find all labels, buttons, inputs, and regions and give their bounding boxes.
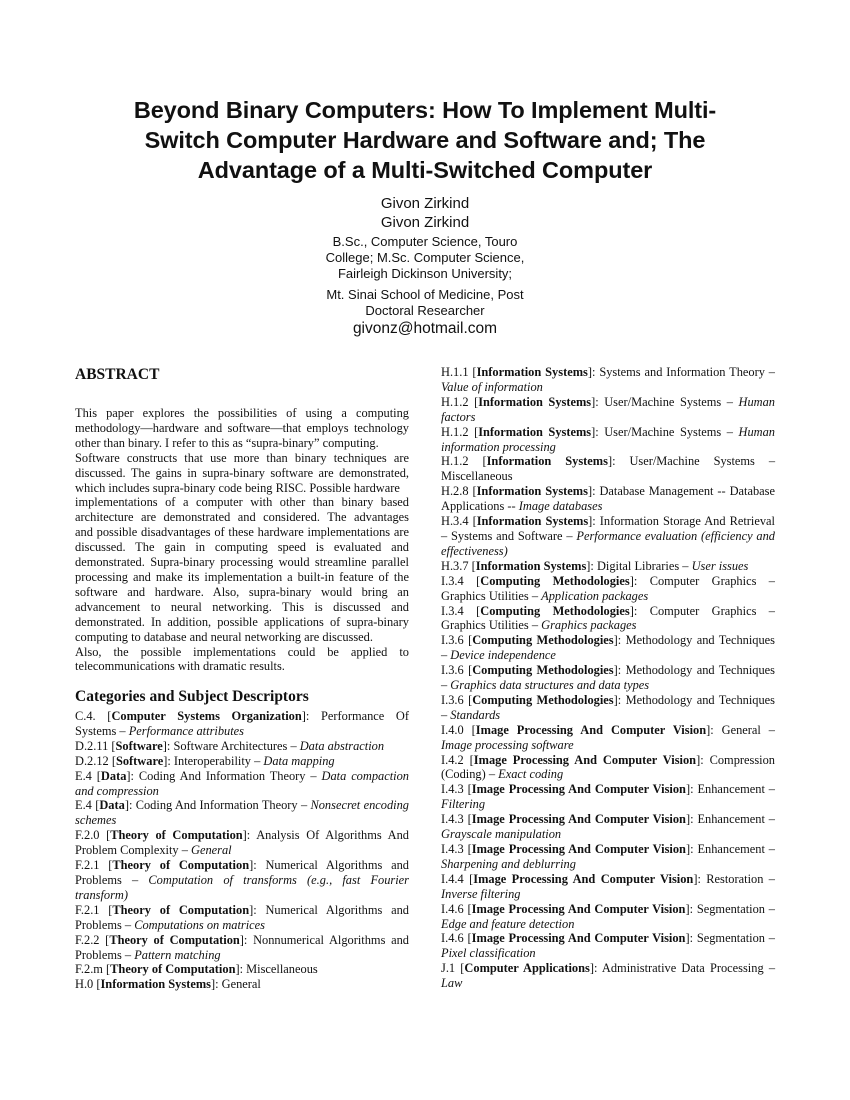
category-name: Image Processing And Computer Vision <box>473 752 697 767</box>
category-name: Information Systems <box>476 365 588 379</box>
category-entry: H.1.2 [Information Systems]: User/Machine Systems – Human factors <box>441 394 775 424</box>
category-code: H.3.4 <box>441 514 469 529</box>
category-entry: I.3.6 [Computing Methodologies]: Methodology and Techniques – Device independence <box>441 633 775 663</box>
category-code: H.1.2 <box>441 424 469 439</box>
category-subject: General <box>221 977 261 992</box>
category-entry: H.3.4 [Information Systems]: Information Storage And Retrieval – Systems and Software – Performance evaluation (efficiency and effectiveness) <box>441 514 775 558</box>
category-entry: I.4.2 [Image Processing And Computer Vision]: Compression (Coding) – Exact coding <box>441 752 775 782</box>
category-name: Image Processing And Computer Vision <box>471 812 686 827</box>
category-descriptor: Performance attributes <box>128 723 244 738</box>
category-name: Image Processing And Computer Vision <box>471 842 686 856</box>
category-descriptor: Grayscale manipulation <box>441 827 562 842</box>
category-name: Data <box>100 768 127 783</box>
category-code: I.4.6 <box>441 931 464 946</box>
category-subject: Restoration <box>706 871 764 886</box>
category-name: Information Systems <box>486 454 608 469</box>
category-subject: User/Machine Systems – Miscellaneous <box>441 454 776 484</box>
category-entry: I.4.6 [Image Processing And Computer Vision]: Segmentation – Pixel classification <box>441 931 775 961</box>
category-name: Theory of Computation <box>109 932 240 947</box>
category-subject: Systems and Information Theory <box>599 365 765 379</box>
category-entry: F.2.1 [Theory of Computation]: Numerical Algorithms and Problems – Computation of transforms (e.g., fast Fourier transform) <box>75 858 410 902</box>
category-name: Information Systems <box>100 977 211 992</box>
category-name: Computing Methodologies <box>480 603 630 618</box>
category-code: I.4.2 <box>441 752 464 767</box>
category-code: F.2.2 <box>75 932 100 947</box>
category-descriptor: Graphics packages <box>541 618 637 633</box>
category-code: F.2.1 <box>75 902 100 917</box>
category-entry: I.4.3 [Image Processing And Computer Vision]: Enhancement – Sharpening and deblurring <box>441 842 776 871</box>
author-name: Givon Zirkind <box>380 195 470 212</box>
category-subject: User/Machine Systems <box>604 394 722 409</box>
category-name: Data <box>99 798 125 813</box>
category-subject: Administrative Data Processing <box>601 961 764 976</box>
category-subject: Segmentation <box>696 931 765 946</box>
affiliation-1 <box>0 234 850 282</box>
category-code: I.4.6 <box>441 901 464 916</box>
category-descriptor: Data compaction and compression <box>75 768 409 798</box>
category-descriptor: Graphics data structures and data types <box>450 678 650 693</box>
category-subject: Methodology and Techniques <box>625 633 775 648</box>
category-subject: Numerical Algorithms and Problems <box>75 858 409 887</box>
category-name: Image Processing And Computer Vision <box>473 871 694 886</box>
category-name: Software <box>115 738 163 753</box>
category-code: I.3.4 <box>441 603 464 618</box>
category-code: E.4 <box>75 768 92 783</box>
abstract-heading: ABSTRACT <box>75 366 160 383</box>
categories-left-column <box>75 709 409 992</box>
affiliation-1-line: College; M.Sc. Computer Science, <box>325 250 525 265</box>
category-code: D.2.12 <box>75 753 109 768</box>
abstract-line: advancement to neural networking. This is discussed and <box>75 599 409 614</box>
category-descriptor: Nonsecret encoding schemes <box>75 798 409 828</box>
abstract-line: Software constructs that use more than binary techniques are <box>75 450 409 465</box>
category-descriptor: General <box>191 843 232 858</box>
category-descriptor: Exact coding <box>498 767 564 782</box>
category-code: I.4.0 <box>441 722 464 737</box>
category-entry: I.4.3 [Image Processing And Computer Vision]: Enhancement – Grayscale manipulation <box>441 812 776 842</box>
category-entry: J.1 [Computer Applications]: Administrative Data Processing – Law <box>441 961 776 991</box>
category-descriptor: Sharpening and deblurring <box>441 856 576 871</box>
category-subject: Computer Graphics – Graphics Utilities <box>441 603 776 633</box>
category-subject: Computer Graphics – Graphics Utilities <box>441 573 776 603</box>
category-subject: Information Storage And Retrieval – Systems and Software <box>441 514 775 543</box>
affiliation-2 <box>0 287 850 319</box>
category-name: Theory of Computation <box>110 828 243 843</box>
category-entry: H.1.1 [Information Systems]: Systems and Information Theory – Value of information <box>441 365 776 394</box>
category-code: J.1 <box>441 961 456 976</box>
category-name: Information Systems <box>475 558 587 573</box>
abstract-line: which includes supra-binary code being RISC. Possible hardware <box>75 480 400 495</box>
category-subject: Miscellaneous <box>246 962 318 977</box>
category-name: Computing Methodologies <box>472 692 614 707</box>
category-entry: F.2.2 [Theory of Computation]: Nonnumerical Algorithms and Problems – Pattern matching <box>75 932 409 962</box>
category-entry: F.2.1 [Theory of Computation]: Numerical Algorithms and Problems – Computations on matrices <box>75 902 409 932</box>
category-descriptor: Application packages <box>541 588 649 603</box>
category-descriptor: Edge and feature detection <box>441 916 575 931</box>
category-code: H.3.7 <box>441 558 469 573</box>
category-code: H.1.2 <box>441 454 469 469</box>
category-code: I.3.6 <box>441 663 464 678</box>
category-entry: I.3.4 [Computing Methodologies]: Computer Graphics – Graphics Utilities – Application packages <box>441 573 776 603</box>
category-descriptor: Filtering <box>441 797 486 812</box>
category-subject: Segmentation <box>696 901 765 916</box>
abstract-line: demonstrated. In addition, possible applications of supra-binary <box>75 614 409 629</box>
category-subject: Interoperability <box>173 753 251 768</box>
category-descriptor: Standards <box>450 707 501 722</box>
category-subject: Enhancement <box>697 782 765 797</box>
category-code: I.4.3 <box>441 812 464 827</box>
author-name-repeat: Givon Zirkind <box>380 214 470 231</box>
abstract-line: computing to database and neural networking are discussed. <box>75 629 373 644</box>
category-descriptor: Performance evaluation (efficiency and effectiveness) <box>441 528 775 558</box>
title-line-1: Beyond Binary Computers: How To Implement Multi- <box>133 97 717 123</box>
category-code: C.4. <box>75 709 96 723</box>
category-entry: D.2.12 [Software]: Interoperability – Data mapping <box>75 753 335 768</box>
category-descriptor: Computations on matrices <box>134 917 265 932</box>
author-email[interactable]: givonz@hotmail.com <box>352 320 498 337</box>
category-name: Computing Methodologies <box>480 573 630 588</box>
abstract-line: telecommunications with dramatic results. <box>75 659 285 674</box>
category-name: Image Processing And Computer Vision <box>471 931 686 946</box>
category-descriptor: Pixel classification <box>441 946 536 961</box>
categories-right-column <box>441 365 775 991</box>
category-subject: General <box>721 722 761 737</box>
category-descriptor: Image processing software <box>441 737 574 752</box>
category-name: Image Processing And Computer Vision <box>471 782 686 797</box>
category-entry: H.0 [Information Systems]: General <box>75 977 261 992</box>
abstract-body <box>75 406 409 674</box>
category-code: I.4.4 <box>441 871 464 886</box>
category-code: E.4 <box>75 798 92 813</box>
category-code: I.4.3 <box>441 842 464 856</box>
category-name: Information Systems <box>478 394 592 409</box>
paper-title <box>60 95 790 185</box>
category-entry: E.4 [Data]: Coding And Information Theory – Data compaction and compression <box>75 768 409 798</box>
category-entry: I.3.6 [Computing Methodologies]: Methodology and Techniques – Standards <box>441 692 775 722</box>
category-subject: Numerical Algorithms and Problems <box>75 902 409 932</box>
category-subject: Methodology and Techniques <box>625 692 775 707</box>
category-descriptor: Data abstraction <box>299 738 385 753</box>
category-subject: Enhancement <box>697 812 765 827</box>
category-subject: Digital Libraries <box>596 558 680 573</box>
category-subject: Nonnumerical Algorithms and Problems <box>75 932 409 962</box>
category-descriptor: Inverse filtering <box>441 886 521 901</box>
abstract-line: other than binary. I refer to this as “supra-binary” computing. <box>75 435 379 450</box>
category-name: Information Systems <box>476 514 589 529</box>
abstract-line: and possible disadvantages of these hardware implementations are <box>75 525 409 540</box>
abstract-line: methodology—hardware and software—that employs technology <box>75 420 409 435</box>
category-entry: I.4.4 [Image Processing And Computer Vision]: Restoration – Inverse filtering <box>441 871 776 901</box>
category-code: I.3.6 <box>441 633 464 648</box>
category-subject: Enhancement <box>697 842 765 856</box>
affiliation-1-line: Fairleigh Dickinson University; <box>337 266 513 281</box>
category-name: Computer Systems Organization <box>111 709 302 723</box>
category-descriptor: Device independence <box>450 648 556 663</box>
category-name: Theory of Computation <box>112 902 250 917</box>
category-subject: Analysis Of Algorithms And Problem Complexity <box>75 828 410 858</box>
category-entry: C.4. [Computer Systems Organization]: Performance Of Systems – Performance attributes <box>75 709 409 738</box>
title-line-3: Advantage of a Multi-Switched Computer <box>197 157 653 183</box>
abstract-line: architecture are demonstrated and considered. The advantages <box>75 510 409 525</box>
category-entry: H.3.7 [Information Systems]: Digital Libraries – User issues <box>441 558 749 573</box>
category-code: I.3.4 <box>441 573 464 588</box>
affiliation-2-line: Mt. Sinai School of Medicine, Post <box>326 287 524 302</box>
category-entry: F.2.0 [Theory of Computation]: Analysis Of Algorithms And Problem Complexity – General <box>75 828 410 858</box>
title-line-2: Switch Computer Hardware and Software and; The <box>144 127 706 153</box>
category-entry: H.2.8 [Information Systems]: Database Management -- Database Applications -- Image databases <box>441 484 776 514</box>
categories-heading: Categories and Subject Descriptors <box>75 688 309 705</box>
category-subject: Coding And Information Theory <box>135 798 298 813</box>
category-subject: User/Machine Systems <box>604 424 722 439</box>
category-name: Theory of Computation <box>112 858 250 873</box>
category-descriptor: Human information processing <box>441 424 775 454</box>
category-code: F.2.m <box>75 962 103 977</box>
category-entry: D.2.11 [Software]: Software Architectures – Data abstraction <box>75 738 385 753</box>
category-name: Image Processing And Computer Vision <box>475 722 707 737</box>
category-name: Image Processing And Computer Vision <box>471 901 686 916</box>
category-subject: Database Management -- Database Applications -- <box>441 484 776 514</box>
category-subject: Coding And Information Theory <box>138 768 306 783</box>
category-name: Information Systems <box>478 424 592 439</box>
category-subject: Compression (Coding) <box>441 752 775 782</box>
abstract-line: demonstrated. Supra-binary processing would streamline parallel <box>75 555 409 570</box>
category-code: D.2.11 <box>75 738 109 753</box>
category-descriptor: Pattern matching <box>134 947 221 962</box>
category-code: H.1.2 <box>441 394 469 409</box>
category-descriptor: User issues <box>691 558 749 573</box>
category-subject: Performance Of Systems <box>75 709 409 738</box>
category-name: Computing Methodologies <box>472 633 614 648</box>
affiliation-2-line: Doctoral Researcher <box>365 303 485 318</box>
category-code: H.1.1 <box>441 365 469 379</box>
affiliation-1-line: B.Sc., Computer Science, Touro <box>332 234 518 249</box>
category-entry: I.4.3 [Image Processing And Computer Vision]: Enhancement – Filtering <box>441 782 776 812</box>
category-subject: Software Architectures <box>173 738 288 753</box>
category-code: I.4.3 <box>441 782 464 797</box>
category-name: Computer Applications <box>464 961 590 976</box>
category-code: F.2.1 <box>75 858 100 873</box>
category-entry: I.4.6 [Image Processing And Computer Vision]: Segmentation – Edge and feature detection <box>441 901 775 931</box>
category-descriptor: Data mapping <box>263 753 335 768</box>
abstract-line: discussed. The gain in computing speed is evaluated and <box>75 540 409 555</box>
category-entry: E.4 [Data]: Coding And Information Theory – Nonsecret encoding schemes <box>75 798 409 828</box>
category-entry: H.1.2 [Information Systems]: User/Machine Systems – Human information processing <box>441 424 775 454</box>
category-descriptor: Computation of transforms (e.g., fast Fourier transform) <box>75 872 410 902</box>
abstract-line: This paper explores the possibilities of using a computing <box>75 406 409 420</box>
category-descriptor: Law <box>441 976 463 991</box>
category-name: Software <box>115 753 164 768</box>
abstract-line: software and hardware. Also, supra-binary would bring an <box>75 584 409 599</box>
category-name: Information Systems <box>476 484 588 499</box>
category-entry: F.2.m [Theory of Computation]: Miscellaneous <box>75 962 318 977</box>
category-entry: I.4.0 [Image Processing And Computer Vision]: General – Image processing software <box>441 722 776 752</box>
category-code: I.3.6 <box>441 692 464 707</box>
category-entry: H.1.2 [Information Systems]: User/Machine Systems – Miscellaneous <box>441 454 776 484</box>
abstract-line: implementations of a computer with other than binary based <box>75 495 409 510</box>
category-subject: Methodology and Techniques <box>625 663 775 678</box>
category-descriptor: Human factors <box>441 394 775 424</box>
category-name: Theory of Computation <box>110 962 236 977</box>
abstract-line: discussed. The gains in supra-binary software are demonstrated, <box>75 465 409 480</box>
category-descriptor: Image databases <box>518 499 603 514</box>
category-descriptor: Value of information <box>441 379 543 394</box>
category-name: Computing Methodologies <box>472 663 614 678</box>
author-block <box>0 194 850 339</box>
category-entry: I.3.4 [Computing Methodologies]: Computer Graphics – Graphics Utilities – Graphics packages <box>441 603 776 633</box>
category-code: H.2.8 <box>441 484 469 499</box>
category-entry: I.3.6 [Computing Methodologies]: Methodology and Techniques – Graphics data structures and data types <box>441 663 775 693</box>
abstract-line: Also, the possible implementations could be applied to <box>75 644 409 659</box>
abstract-line: processing and make its implementation a built-in feature of the <box>75 569 409 584</box>
category-code: H.0 <box>75 977 94 992</box>
category-code: F.2.0 <box>75 828 100 843</box>
